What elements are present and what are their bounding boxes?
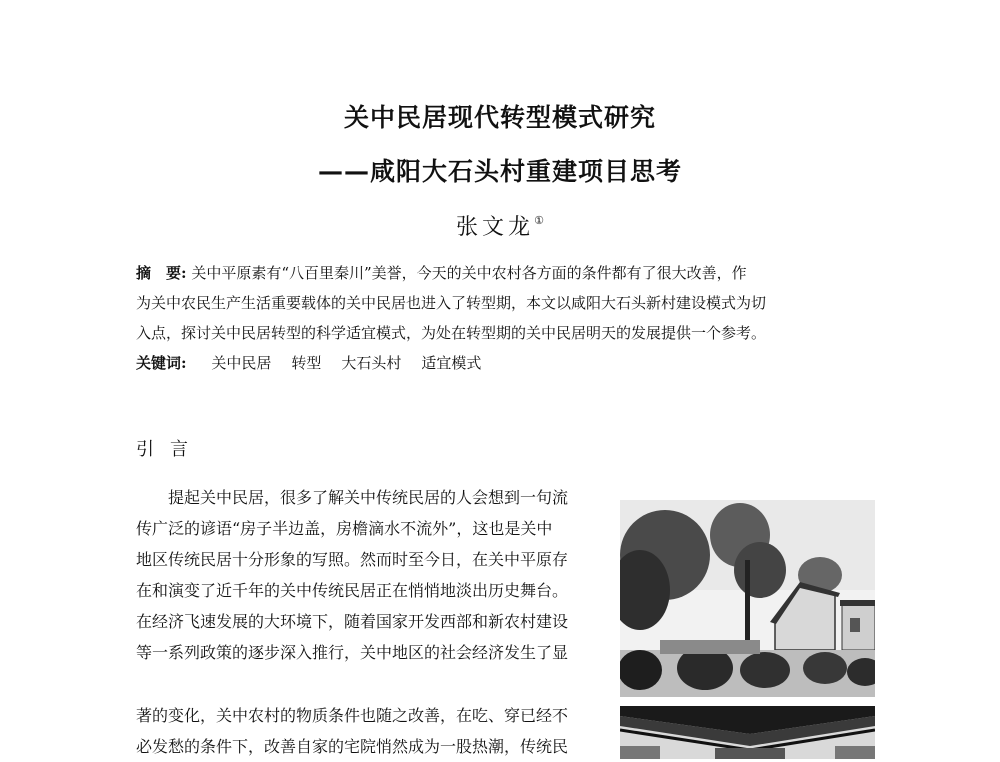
body-line: 在和演变了近千年的关中传统民居正在悄悄地淡出历史舞台。 (136, 581, 569, 600)
keywords-label: 关键词: (136, 354, 187, 372)
body-text-lower (136, 700, 606, 762)
body-text-upper (136, 482, 606, 668)
author-footnote-mark: ① (534, 214, 544, 227)
body-line: 等一系列政策的逐步深入推行，关中地区的社会经济发生了显 (136, 643, 569, 662)
author-text: 张文龙 (456, 215, 535, 240)
body-line: 地区传统民居十分形象的写照。然而时至今日，在关中平原存 (136, 550, 569, 569)
eaves-photo (620, 706, 875, 759)
abstract-block (136, 258, 866, 378)
abstract-line: 为关中农民生产生活重要载体的关中民居也进入了转型期，本文以咸阳大石头新村建设模式为切 (136, 294, 767, 312)
paper-title: 关中民居现代转型模式研究 (343, 103, 656, 132)
abstract-line: 入点，探讨关中民居转型的科学适宜模式，为处在转型期的关中民居明天的发展提供一个参考。 (136, 324, 767, 342)
body-line: 必发愁的条件下，改善自家的宅院悄然成为一股热潮，传统民 (136, 737, 569, 756)
keyword: 关中民居 (211, 354, 272, 372)
keyword: 大石头村 (341, 354, 402, 372)
keywords-line (136, 348, 866, 378)
body-line: 著的变化，关中农村的物质条件也随之改善，在吃、穿已经不 (136, 706, 569, 725)
keyword: 转型 (291, 354, 322, 372)
abstract-text: 关中平原素有“八百里秦川”美誉，今天的关中农村各方面的条件都有了很大改善，作 (191, 264, 747, 282)
village-photo (620, 500, 875, 697)
abstract-label: 摘 要: (136, 264, 187, 282)
paper-subtitle: ——咸阳大石头村重建项目思考 (317, 157, 682, 186)
body-line: 提起关中民居，很多了解关中传统民居的人会想到一句流 (168, 488, 569, 507)
author-name (0, 210, 1000, 241)
keyword: 适宜模式 (421, 354, 482, 372)
body-line: 在经济飞速发展的大环境下，随着国家开发西部和新农村建设 (136, 612, 569, 631)
abstract-line (136, 258, 866, 288)
body-line: 传广泛的谚语“房子半边盖，房檐滴水不流外”，这也是关中 (136, 519, 553, 538)
section-heading: 引言 (136, 439, 204, 460)
